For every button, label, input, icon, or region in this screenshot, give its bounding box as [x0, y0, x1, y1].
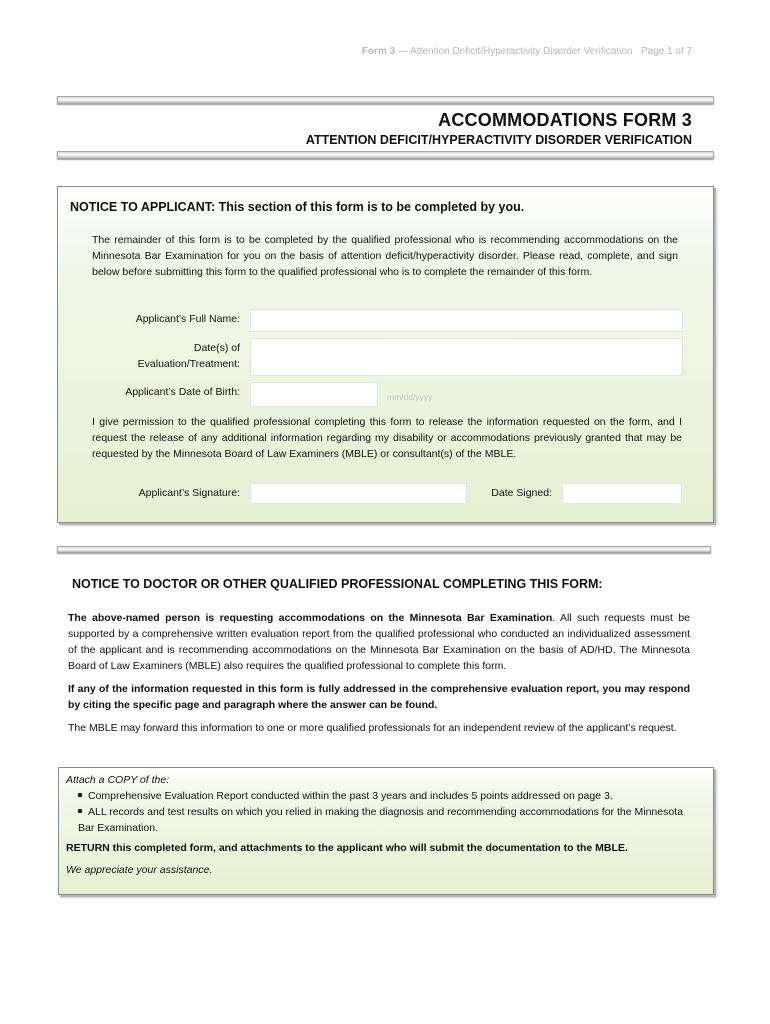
- evaluation-dates-label: [60, 340, 240, 372]
- return-note: RETURN this completed form, and attachments to the applicant who will submit the documentation to the MBLE.: [66, 842, 628, 854]
- date-of-birth-label: Applicant’s Date of Birth:: [125, 386, 240, 398]
- title-bottom-rule: [57, 151, 714, 159]
- date-of-birth-field[interactable]: [250, 382, 378, 407]
- attach-bullet-1-text: Comprehensive Evaluation Report conducted within the past 3 years and includes 5 points addressed on page 3.: [88, 790, 613, 802]
- section-divider-rule: [57, 546, 711, 553]
- doctor-paragraph-1: [68, 610, 690, 674]
- doctor-paragraph-2: If any of the information requested in this form is fully addressed in the comprehensive evaluation report, you may respond by citing the specific page and paragraph where the answer can be found.: [68, 683, 690, 711]
- applicant-notice-rest: : This section of this form is to be completed by you.: [210, 200, 525, 214]
- bullet-square-icon: [78, 809, 82, 813]
- page-title: ACCOMMODATIONS FORM 3: [438, 110, 692, 130]
- signature-label: Applicant’s Signature:: [138, 487, 240, 499]
- attach-bullet-2-text: ALL records and test results on which you relied in making the diagnosis and recommending accommodations for the Minnesota Bar Examination.: [78, 806, 683, 834]
- full-name-label: Applicant’s Full Name:: [135, 313, 240, 325]
- date-of-birth-hint: mm/dd/yyyy: [387, 392, 433, 402]
- attach-intro: Attach a COPY of the:: [66, 774, 170, 786]
- full-name-field[interactable]: [250, 309, 683, 332]
- doctor-notice-heading: NOTICE TO DOCTOR OR OTHER QUALIFIED PROFESSIONAL COMPLETING THIS FORM:: [72, 577, 603, 591]
- doctor-paragraph-1-bold: The above-named person is requesting accommodations on the Minnesota Bar Examination: [68, 612, 553, 624]
- evaluation-dates-label-line2: Evaluation/Treatment:: [137, 358, 240, 370]
- applicant-intro-text: The remainder of this form is to be completed by the qualified professional who is recommending accommodations on the Minnesota Bar Examination for you on the basis of attention deficit/hyperactivity disorder. Please read, complete, and sign below before submitting this form to the qualified professional who is to complete the remainder of this form.: [92, 234, 678, 278]
- header-page-info: — Attention Deficit/Hyperactivity Disorder Verification Page 1 of 7: [395, 46, 692, 57]
- applicant-notice-heading: [70, 200, 524, 214]
- doctor-paragraph-3: The MBLE may forward this information to one or more qualified professionals for an independent review of the applicant’s request.: [68, 722, 677, 734]
- form-number: Form 3: [361, 46, 396, 57]
- page-header: [300, 46, 692, 57]
- date-signed-label: Date Signed:: [491, 487, 552, 499]
- thanks-note: We appreciate your assistance.: [66, 864, 213, 876]
- bullet-square-icon: [78, 793, 82, 797]
- applicant-notice-bold: NOTICE TO APPLICANT: [70, 200, 211, 214]
- evaluation-dates-field[interactable]: [250, 338, 683, 376]
- permission-text: I give permission to the qualified professional completing this form to release the information requested on the form, and I request the release of any additional information regarding my disability or accommodations previously granted that may be requested by the Minnesota Board of Law Examiners (MBLE) or consultant(s) of the MBLE.: [92, 416, 682, 460]
- date-signed-field[interactable]: [562, 483, 682, 504]
- page-subtitle: ATTENTION DEFICIT/HYPERACTIVITY DISORDER VERIFICATION: [305, 133, 692, 147]
- doctor-paragraph-1-rest: . All such requests must be supported by a comprehensive written evaluation report from the qualified professional who conducted an individualized assessment of the applicant and is recommending accommodations on the Minnesota Bar Examination on the basis of AD/HD. The Minnesota Board of Law Examiners (MBLE) also requires the qualified professional to complete this form.: [68, 612, 690, 672]
- evaluation-dates-label-line1: Date(s) of: [193, 342, 240, 354]
- attach-bullet-2: [78, 804, 690, 836]
- title-top-rule: [57, 96, 714, 104]
- attach-bullet-1: [78, 788, 693, 804]
- signature-field[interactable]: [250, 483, 467, 504]
